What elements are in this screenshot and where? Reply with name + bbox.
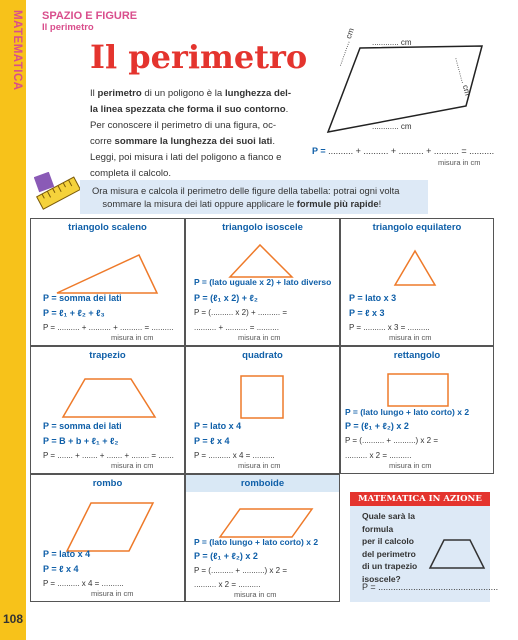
page-title: Il perimetro [90,38,308,76]
cell-romboide: romboide P = (lato lungo + lato corto) x 2 P = (ℓ₁ + ℓ₂) x 2 P = (.......... + ..........) x 2 = .......... x 2 = .......... misura in cm [185,474,340,602]
section-title: SPAZIO E FIGURE [42,10,138,22]
instruction-text: Ora misura e calcola il perimetro delle figure della tabella: potrai ogni volta sommare la misura dei lati oppure applicare le formule più rapide! [92,185,400,209]
equilateral-triangle-shape [391,245,441,289]
bottom-side-label: ............ cm [372,122,412,131]
right-side-label: ............ cm [453,56,473,97]
cell-quadrato: quadrato P = lato x 4 P = ℓ x 4 P = .......... x 4 = .......... misura in cm [185,346,340,474]
isosceles-trapezoid-shape [426,536,488,572]
cell-title: rettangolo [393,350,441,361]
intro-paragraph: Il perimetro di un poligono è la lunghezza del- la linea spezzata che forma il suo contorno. Per conoscere il perimetro di una figura, oc- corre sommare la lunghezza dei suoi lati. Leggi, poi misura i lati del poligono a fianco e completa il calcolo. [90,88,292,179]
cell-title: romboide [186,475,339,492]
rectangle-shape [385,371,451,411]
cell-title: quadrato [242,350,283,361]
subject-tab: MATEMATICA [11,10,23,91]
isosceles-triangle-shape [226,241,296,281]
cell-title: triangolo equilatero [372,222,462,233]
cell-triangolo-scaleno: triangolo scaleno P = somma dei lati P = ℓ₁ + ℓ₂ + ℓ₃ P = .......... + .......... + .......... = .......... misura in cm [30,218,185,346]
rhombus-shape [63,499,157,555]
action-answer-line: P = ................................................ [362,582,499,592]
cell-title: rombo [92,478,123,489]
cell-title: triangolo scaleno [68,222,147,233]
cell-rettangolo: rettangolo P = (lato lungo + lato corto) x 2 P = (ℓ₁ + ℓ₂) x 2 P = (.......... + ..........) x 2 = .......... x 2 = .......... misura in cm [340,346,494,474]
square-shape [238,373,288,423]
action-box-title: MATEMATICA IN AZIONE [350,492,490,506]
left-side-label: ............ cm [334,26,356,68]
page-number: 108 [3,612,24,626]
cell-triangolo-isoscele: triangolo isoscele P = (lato uguale x 2) + lato diverso P = (ℓ₁ x 2) + ℓ₂ P = (.......... x 2) + .......... = .......... + .......... = .......... misura in cm [185,218,340,346]
cell-title: trapezio [89,350,126,361]
cell-triangolo-equilatero: triangolo equilatero P = lato x 3 P = ℓ x 3 P = .......... x 3 = .......... misura in cm [340,218,494,346]
figure-unit: misura in cm [438,158,481,167]
subsection-title: Il perimetro [42,22,94,33]
cell-rombo: rombo P = lato x 4 P = ℓ x 4 P = .......... x 4 = .......... misura in cm [30,474,185,602]
figure-formula: P = .......... + .......... + .......... + .......... = .......... [312,146,495,156]
ruler-pencil-icon [34,172,84,216]
cell-trapezio: trapezio P = somma dei lati P = B + b + ℓ₁ + ℓ₂ P = ....... + ....... + ....... + ........ = ....... misura in cm [30,346,185,474]
parallelogram-shape [216,505,316,541]
action-question: Quale sarà la formula per il calcolo del perimetro di un trapezio isoscele? [362,511,418,584]
top-side-label: ............ cm [372,38,412,47]
scalene-triangle-shape [53,251,163,297]
trapezoid-shape [59,375,159,421]
cell-title: triangolo isoscele [222,222,303,233]
